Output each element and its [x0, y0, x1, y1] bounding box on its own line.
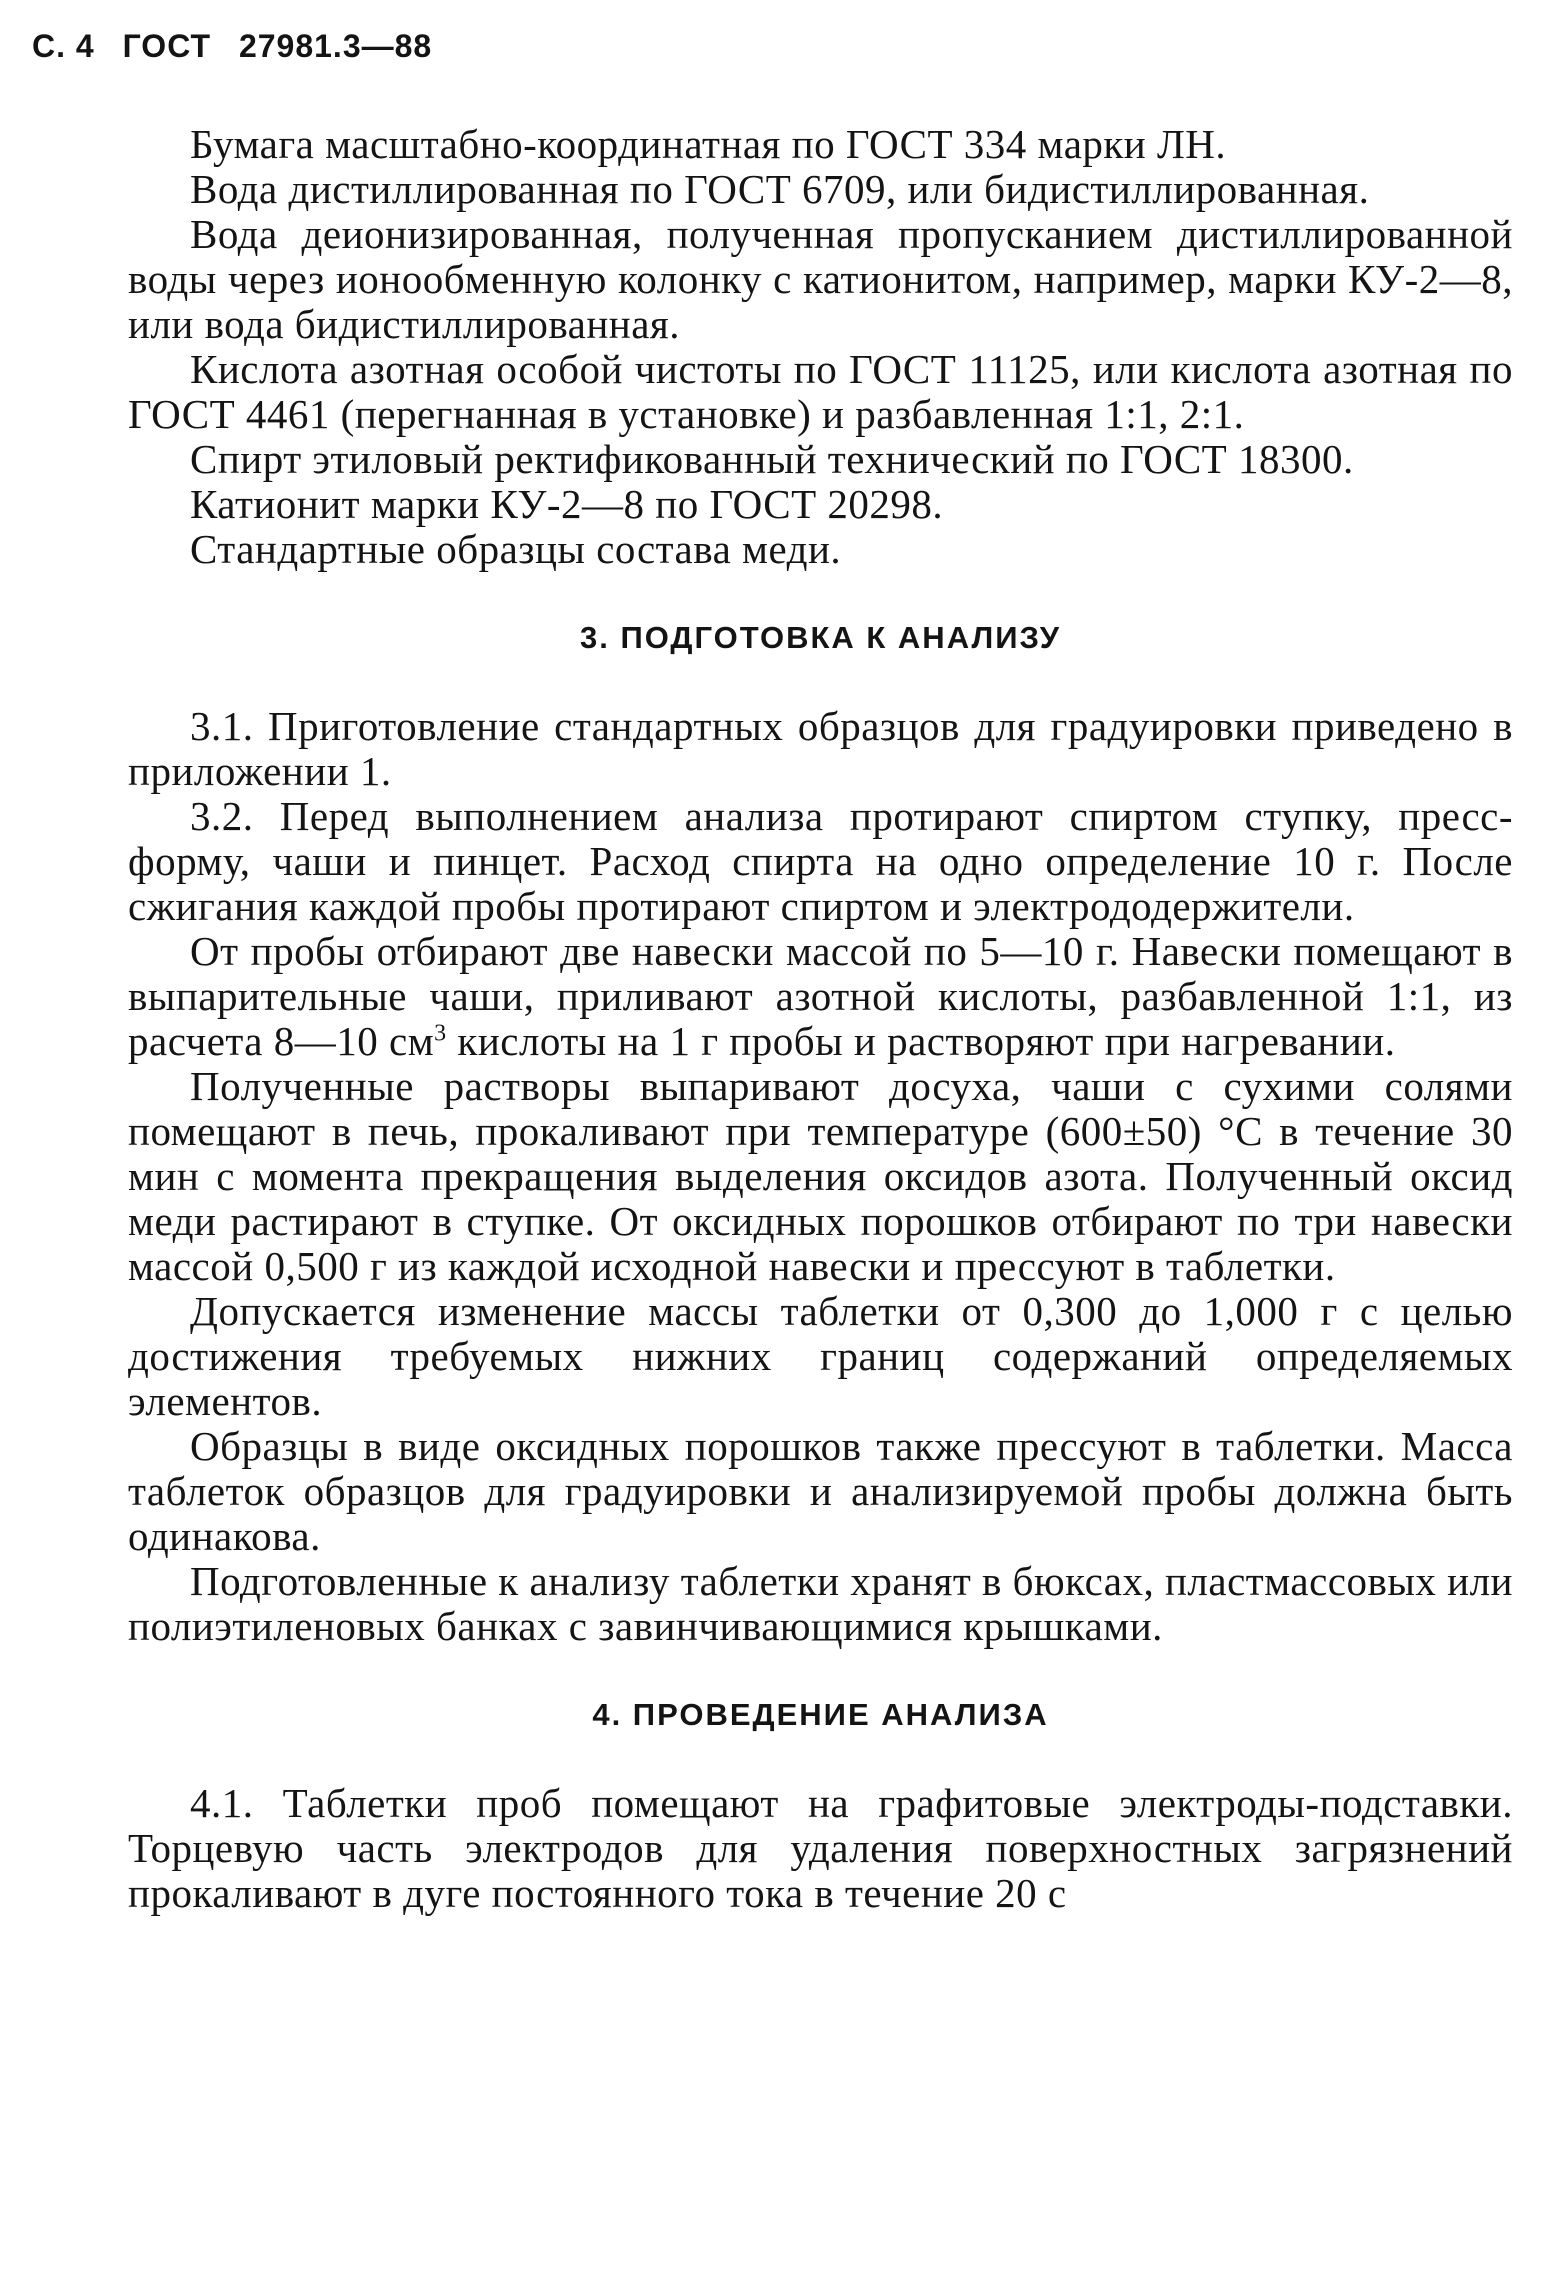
paragraph-storage: Подготовленные к анализу таблетки хранят в бюксах, пластмассовых или полиэтиленовых банках с завинчивающимися крышками. — [128, 1558, 1513, 1649]
page-header — [32, 28, 450, 65]
section-4-heading: 4. ПРОВЕДЕНИЕ АНАЛИЗА — [592, 1697, 1049, 1732]
material-item: Кислота азотная особой чистоты по ГОСТ 11125, или кислота азотная по ГОСТ 4461 (перегнанная в установке) и разбавленная 1:1, 2:1. — [128, 346, 1513, 437]
superscript: 3 — [434, 1020, 447, 1047]
text-run: кислоты на 1 г пробы и растворяют при нагревании. — [446, 1018, 1396, 1064]
paragraph-mass-variation: Допускается изменение массы таблетки от 0,300 до 1,000 г с целью достижения требуемых нижних границ содержаний определяемых элементов. — [128, 1288, 1513, 1424]
paragraph-4-1: 4.1. Таблетки проб помещают на графитовые электроды-подставки. Торцевую часть электродов для удаления поверхностных загрязнений прокаливают в дуге постоянного тока в течение 20 с — [128, 1780, 1513, 1916]
paragraph-3-1: 3.1. Приготовление стандартных образцов для градуировки приведено в приложении 1. — [128, 703, 1513, 794]
material-item: Катионит марки КУ-2—8 по ГОСТ 20298. — [190, 481, 944, 527]
paragraph-oxide-samples: Образцы в виде оксидных порошков также прессуют в таблетки. Масса таблеток образцов для градуировки и анализируемой пробы должна быть одинакова. — [128, 1423, 1513, 1559]
material-item: Вода деионизированная, полученная пропусканием дистиллированной воды через ионообменную колонку с катионитом, например, марки КУ-2—8, или вода бидистиллированная. — [128, 211, 1513, 347]
material-item: Вода дистиллированная по ГОСТ 6709, или бидистиллированная. — [190, 166, 1370, 212]
standard-number: 27981.3—88 — [238, 28, 433, 64]
paragraph-3-2: 3.2. Перед выполнением анализа протирают спиртом ступку, пресс-форму, чаши и пинцет. Расход спирта на одно определение 10 г. После сжигания каждой пробы протирают спиртом и электрододержители. — [128, 793, 1513, 929]
paragraph-evaporation: Полученные растворы выпаривают досуха, чаши с сухими солями помещают в печь, прокаливают при температуре (600±50) °С в течение 30 мин с момента прекращения выделения оксидов азота. Полученный оксид меди растирают в ступке. От оксидных порошков отбирают по три навески массой 0,500 г из каждой исходной навески и прессуют в таблетки. — [128, 1063, 1513, 1289]
material-item: Спирт этиловый ректификованный технический по ГОСТ 18300. — [190, 436, 1354, 482]
document-body — [128, 122, 1513, 1916]
text-run: От пробы отбирают две навески массой по 5—10 г. Навески помещают в выпарительные чаши, приливают азотной кислоты, разбавленной 1:1, из расчета 8—10 см — [128, 928, 1513, 1064]
standard-label: ГОСТ — [122, 28, 212, 64]
section-3-heading: 3. ПОДГОТОВКА К АНАЛИЗУ — [579, 620, 1062, 655]
paragraph-sample-weighing — [128, 929, 1513, 1064]
material-item: Стандартные образцы состава меди. — [190, 526, 842, 572]
page-number: С. 4 — [32, 28, 95, 64]
material-item: Бумага масштабно-координатная по ГОСТ 334 марки ЛН. — [190, 121, 1227, 167]
